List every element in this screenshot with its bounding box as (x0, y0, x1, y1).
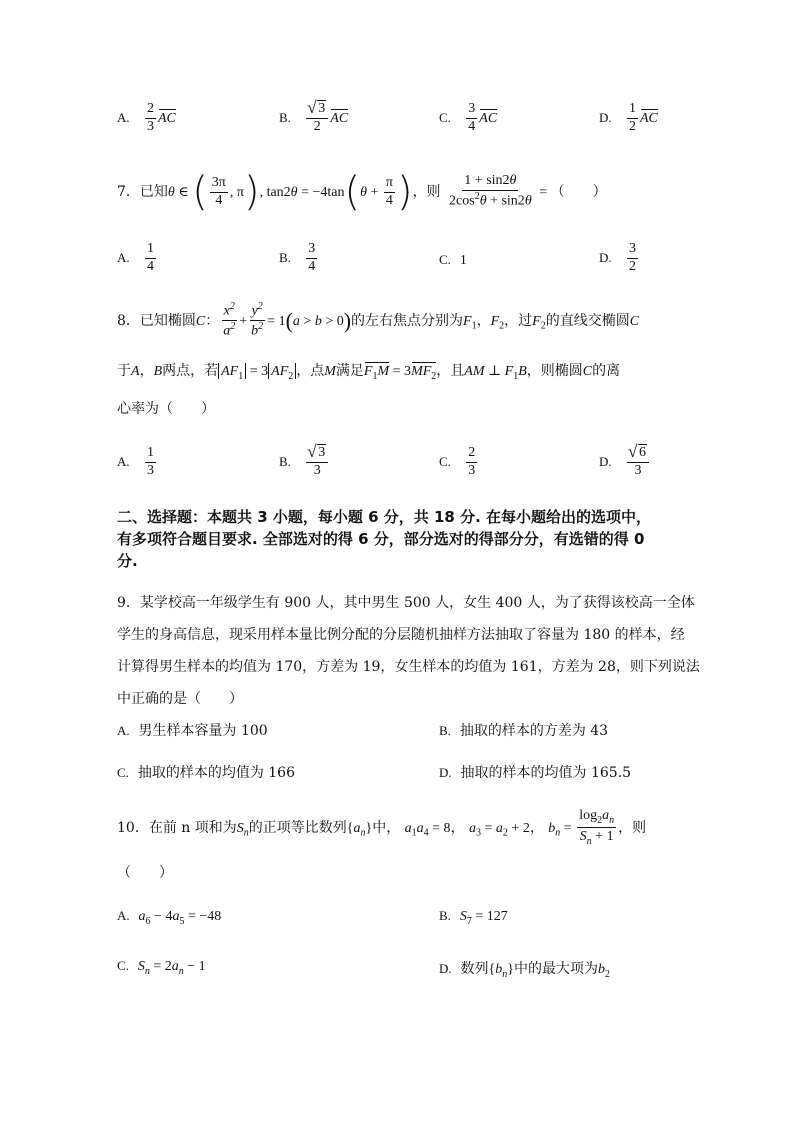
q10-option-a: A. $a_6 - 4a_5 = -48$ (117, 908, 222, 927)
q9-stem: 9．某学校高一年级学生有 900 人，其中男生 500 人，女生 400 人，为了获得该校高一全体 学生的身高信息，现采用样本量比例分配的分层随机抽样方法抽取了容量为 180 的样本，经 计算得男生样本的均值为 170，方差为 19，女生样本的均值为 161，方差为 28，则下列说法 中正确的是（ ） (117, 595, 700, 707)
q8-stem-line1: 8．已知椭圆C： $\frac{x^2}{a^2}$ + $\frac{y^2}{b^2}$ = 1(a > b > 0)的左右焦点分别为$F_1$，$F_2$，过$F_2$的直线交椭圆C (117, 301, 640, 339)
q10-option-d: D. 数列$\{b_n\}$中的最大项为$b_2$ (439, 961, 611, 980)
q6-option-c: C. $\frac{3}{4}$ AC (439, 101, 498, 134)
q9-option-d: D. 抽取的样本的均值为 165.5 (439, 765, 632, 781)
q7-option-c: C. 1 (439, 252, 467, 268)
q6-option-d: D. $\frac{1}{2}$ AC (599, 101, 658, 134)
fraction: √ $\frac{3}{2}$ (306, 102, 328, 134)
q8-option-c: C. $\frac{2}{3}$ (439, 445, 476, 478)
q6-option-b: B. √ $\frac{3}{2}$ AC (279, 102, 348, 134)
q8-option-d: D. √ $\frac{6}{3}$ (599, 446, 651, 478)
q7-stem: 7．已知θ ∈ ( $\frac{3\pi}{4}$ , π), tan2θ = −4tan(θ + $\frac{\pi}{4}$ )，则 $\frac{1 + \sin 2\theta}{2\cos^2\theta + \sin 2\theta}$ = （ ） (117, 169, 607, 215)
fraction: $\frac{2}{3}$ (147, 101, 154, 134)
q6-option-a: A. $\frac{2}{3}$ AC (117, 101, 176, 134)
fraction: $\frac{3}{4}$ (468, 101, 476, 134)
fraction: $\frac{1}{2}$ (629, 101, 636, 134)
q8-stem-line2: 于A，B两点，若 $AF_1 = 3$ $AF_2$ ，点M满足$F_1M = 3MF_2$，且AM ⊥ $F_1B$，则椭圆C的离 (117, 363, 621, 382)
q8-option-b: B. √ $\frac{3}{3}$ (279, 446, 330, 478)
q9-option-b: B. 抽取的样本的方差为 43 (439, 723, 609, 739)
q8-stem-line3: 心率为（ ） (117, 401, 215, 417)
q9-option-a: A. 男生样本容量为 100 (117, 723, 268, 739)
q7-option-a: A. $\frac{1}{4}$ (117, 241, 154, 274)
section-heading: 二、选择题：本题共 3 小题，每小题 6 分，共 18 分. 在每小题给出的选项中， 有多项符合题目要求. 全部选对的得 6 分，部分选对的得部分分，有选错的得 0 分. (117, 508, 652, 570)
q10-option-c: C. $S_n = 2a_n - 1$ (117, 958, 206, 977)
q8-option-a: A. $\frac{1}{3}$ (117, 445, 154, 478)
q10-blank: （ ） (117, 865, 173, 881)
q9-option-c: C. 抽取的样本的均值为 166 (117, 765, 295, 781)
q10-stem: 10．在前 n 项和为$S_n$的正项等比数列$\{a_n\}$中， $a_1a_4 = 8$， $a_3 = a_2 + 2$， $b_n$ = $\frac{\log_2a_n}{S_n + 1}$ ，则 (117, 808, 647, 848)
q7-option-b: B. $\frac{3}{4}$ (279, 241, 316, 274)
q7-option-d: D. $\frac{3}{2}$ (599, 241, 636, 274)
q10-option-b: B. $S_7 = 127$ (439, 908, 508, 927)
